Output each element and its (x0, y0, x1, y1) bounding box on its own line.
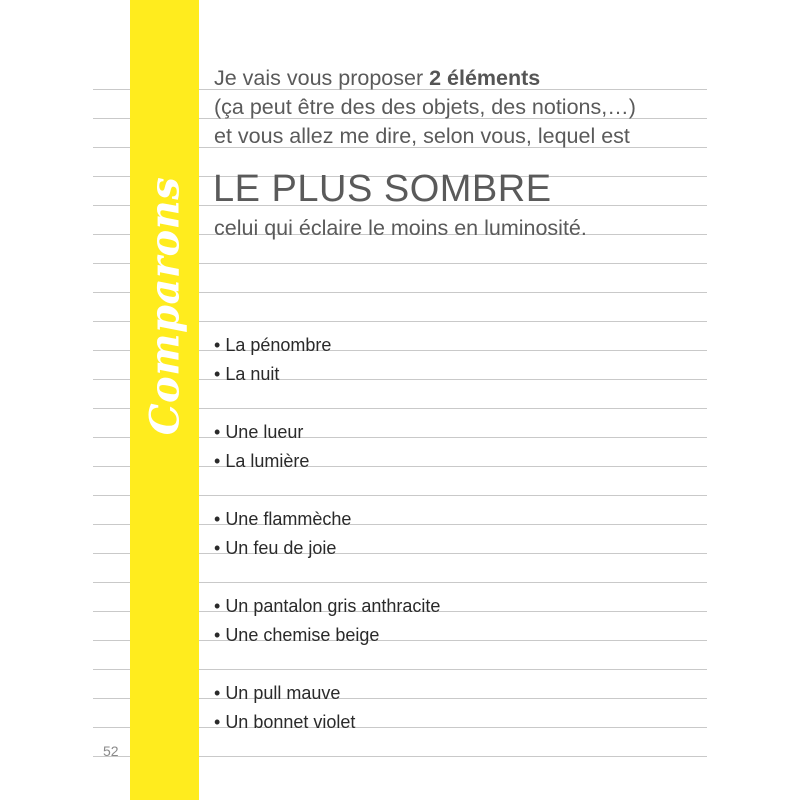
item-label: Une lueur (225, 422, 304, 442)
item-label: Un bonnet violet (225, 712, 356, 732)
item-label: Un pull mauve (225, 683, 341, 703)
intro-line-1-bold: 2 éléments (429, 66, 541, 90)
list-item (214, 450, 309, 472)
list-item (214, 595, 440, 617)
item-label: La nuit (225, 364, 280, 384)
item-label: La pénombre (225, 335, 332, 355)
intro-line-1-prefix: Je vais vous proposer (214, 66, 430, 90)
list-item (214, 537, 336, 559)
list-item (214, 682, 340, 704)
item-label: Une flammèche (225, 509, 352, 529)
item-label: Un feu de joie (225, 538, 337, 558)
bullet-icon: • (214, 596, 221, 616)
list-item (214, 711, 355, 733)
definition-text: celui qui éclaire le moins en luminosité. (214, 216, 587, 240)
list-item (214, 508, 351, 530)
item-label: La lumière (225, 451, 310, 471)
bullet-icon: • (214, 712, 221, 732)
bullet-icon: • (214, 683, 221, 703)
list-item (214, 363, 279, 385)
intro-line-2: (ça peut être des des objets, des notions,…) (214, 95, 636, 119)
bullet-icon: • (214, 422, 221, 442)
intro-text (214, 64, 636, 151)
intro-line-3: et vous allez me dire, selon vous, lequel est (214, 124, 630, 148)
section-title-vertical: Comparons (141, 176, 189, 436)
bullet-icon: • (214, 451, 221, 471)
intro-line-1 (214, 64, 636, 93)
bullet-icon: • (214, 509, 221, 529)
list-item (214, 421, 303, 443)
item-label: Un pantalon gris anthracite (225, 596, 441, 616)
page-heading: LE PLUS SOMBRE (213, 168, 552, 210)
bullet-icon: • (214, 625, 221, 645)
page-number: 52 (103, 743, 119, 759)
bullet-icon: • (214, 364, 221, 384)
list-item (214, 334, 331, 356)
bullet-icon: • (214, 335, 221, 355)
bullet-icon: • (214, 538, 221, 558)
item-label: Une chemise beige (225, 625, 380, 645)
list-item (214, 624, 379, 646)
